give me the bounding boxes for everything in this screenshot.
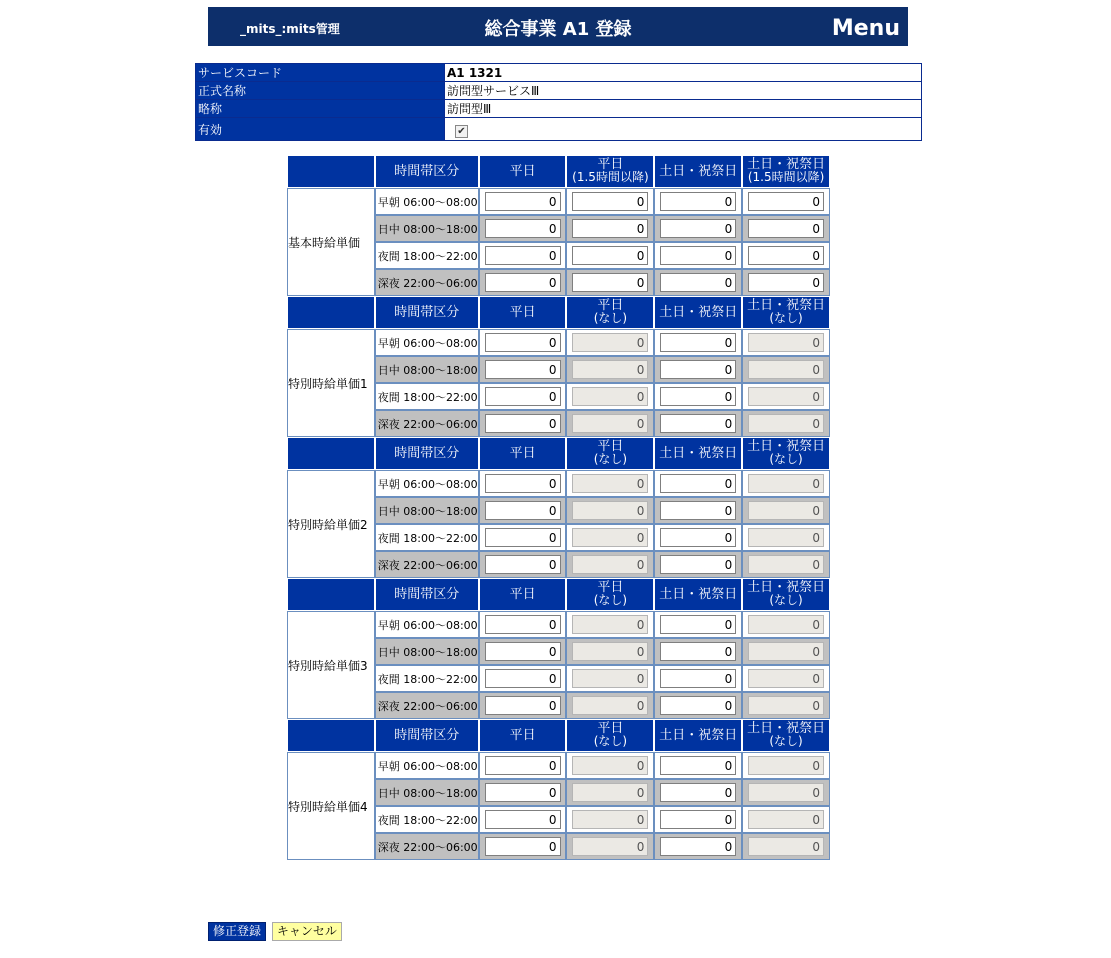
rate-cell — [566, 551, 654, 578]
rate-cell — [566, 497, 654, 524]
header-holiday-ext — [742, 155, 830, 188]
short-name-value: 訪問型Ⅲ — [445, 100, 922, 118]
menu-link[interactable]: Menu — [831, 16, 900, 41]
rate-cell — [479, 410, 567, 437]
rate-cell — [566, 779, 654, 806]
rate-cell — [654, 779, 742, 806]
rate-input[interactable] — [572, 246, 648, 265]
header-holiday: 土日・祝祭日 — [654, 296, 742, 329]
rate-input[interactable] — [485, 501, 561, 520]
header-weekday-ext-sub: (1.5時間以降) — [572, 170, 649, 184]
header-weekday: 平日 — [479, 296, 567, 329]
group-label: 特別時給単価4 — [287, 752, 375, 860]
rate-header-row — [287, 437, 830, 470]
rate-cell — [654, 269, 742, 296]
rate-input[interactable] — [485, 642, 561, 661]
rate-cell — [742, 551, 830, 578]
header-blank — [287, 719, 375, 752]
valid-label: 有効 — [196, 118, 445, 141]
rate-cell — [479, 470, 567, 497]
time-slot-label: 日中 08:00～18:00 — [375, 215, 479, 242]
rate-input[interactable] — [485, 783, 561, 802]
rate-cell — [742, 215, 830, 242]
rate-input[interactable] — [572, 273, 648, 292]
header-holiday: 土日・祝祭日 — [654, 155, 742, 188]
rate-input — [572, 696, 648, 715]
rate-cell — [742, 524, 830, 551]
rate-input[interactable] — [660, 615, 736, 634]
rate-cell — [566, 752, 654, 779]
header-weekday-ext-sub: (なし) — [593, 734, 628, 748]
header-holiday-ext — [742, 437, 830, 470]
rate-cell — [654, 752, 742, 779]
rate-cell — [479, 665, 567, 692]
header-weekday-ext — [566, 578, 654, 611]
rate-input — [748, 414, 824, 433]
rate-input — [748, 615, 824, 634]
rate-input[interactable] — [572, 219, 648, 238]
header-time-slot: 時間帯区分 — [375, 296, 479, 329]
rate-input — [748, 669, 824, 688]
rate-cell — [654, 692, 742, 719]
time-slot-label: 早朝 06:00～08:00 — [375, 752, 479, 779]
header-blank — [287, 578, 375, 611]
rate-cell — [742, 410, 830, 437]
rate-input[interactable] — [660, 273, 736, 292]
short-name-label: 略称 — [196, 100, 445, 118]
rate-input — [572, 810, 648, 829]
rate-input[interactable] — [660, 360, 736, 379]
page-title: 総合事業 A1 登録 — [484, 19, 632, 40]
rate-input[interactable] — [485, 273, 561, 292]
rate-cell — [479, 524, 567, 551]
header-holiday-ext — [742, 296, 830, 329]
rate-input[interactable] — [660, 696, 736, 715]
cancel-button[interactable]: キャンセル — [272, 922, 342, 941]
rate-cell — [566, 242, 654, 269]
header-time-slot: 時間帯区分 — [375, 578, 479, 611]
header-weekday-ext-sub: (なし) — [593, 593, 628, 607]
rate-input — [748, 837, 824, 856]
header-blank — [287, 155, 375, 188]
rate-cell — [479, 329, 567, 356]
rate-cell — [654, 383, 742, 410]
rate-cell — [479, 215, 567, 242]
rate-input — [572, 642, 648, 661]
group-label: 特別時給単価2 — [287, 470, 375, 578]
rate-input[interactable] — [485, 756, 561, 775]
rate-input — [748, 387, 824, 406]
rate-row — [287, 188, 830, 215]
rate-input[interactable] — [660, 333, 736, 352]
rate-input[interactable] — [485, 219, 561, 238]
rate-input — [572, 414, 648, 433]
rate-cell — [479, 356, 567, 383]
rate-input — [572, 783, 648, 802]
rate-input[interactable] — [660, 810, 736, 829]
rate-cell — [479, 833, 567, 860]
rate-row — [287, 752, 830, 779]
rate-input[interactable] — [660, 474, 736, 493]
rate-input — [748, 555, 824, 574]
rate-input — [572, 474, 648, 493]
header-blank — [287, 437, 375, 470]
rate-input[interactable] — [660, 246, 736, 265]
header-holiday-ext — [742, 719, 830, 752]
time-slot-label: 日中 08:00～18:00 — [375, 779, 479, 806]
time-slot-label: 深夜 22:00～06:00 — [375, 833, 479, 860]
rate-cell — [654, 551, 742, 578]
rate-input — [748, 333, 824, 352]
action-buttons — [208, 922, 344, 941]
header-holiday-ext-sub: (なし) — [769, 452, 803, 466]
header-time-slot: 時間帯区分 — [375, 437, 479, 470]
time-slot-label: 深夜 22:00～06:00 — [375, 692, 479, 719]
header-weekday-ext — [566, 155, 654, 188]
rate-cell — [742, 329, 830, 356]
rate-cell — [742, 779, 830, 806]
header-holiday-ext-label: 土日・祝祭日 — [747, 580, 826, 595]
rate-input — [748, 474, 824, 493]
rate-input[interactable] — [485, 837, 561, 856]
rate-input[interactable] — [485, 474, 561, 493]
rate-cell — [654, 215, 742, 242]
rate-input[interactable] — [572, 192, 648, 211]
rate-cell — [742, 752, 830, 779]
rate-cell — [742, 638, 830, 665]
time-slot-label: 早朝 06:00～08:00 — [375, 329, 479, 356]
rate-input[interactable] — [485, 360, 561, 379]
rate-input[interactable] — [485, 696, 561, 715]
rate-input — [572, 528, 648, 547]
save-button[interactable]: 修正登録 — [208, 922, 266, 941]
rate-cell — [479, 638, 567, 665]
rate-cell — [742, 188, 830, 215]
rate-input — [572, 615, 648, 634]
header-weekday-ext — [566, 719, 654, 752]
rate-input[interactable] — [748, 246, 824, 265]
rate-cell — [566, 383, 654, 410]
header-blank — [287, 296, 375, 329]
rate-input[interactable] — [485, 528, 561, 547]
rate-input[interactable] — [660, 219, 736, 238]
rate-cell — [479, 779, 567, 806]
time-slot-label: 深夜 22:00～06:00 — [375, 551, 479, 578]
header-bar — [208, 7, 908, 46]
rate-cell — [566, 665, 654, 692]
time-slot-label: 日中 08:00～18:00 — [375, 638, 479, 665]
system-name: _mits_:mits管理 — [240, 22, 340, 36]
group-label: 特別時給単価3 — [287, 611, 375, 719]
rate-input[interactable] — [485, 192, 561, 211]
rate-cell — [742, 356, 830, 383]
header-weekday-ext-label: 平日 — [597, 157, 624, 172]
rate-input[interactable] — [485, 246, 561, 265]
rate-cell — [566, 269, 654, 296]
header-holiday: 土日・祝祭日 — [654, 578, 742, 611]
rate-input[interactable] — [660, 501, 736, 520]
rate-input — [748, 783, 824, 802]
rate-cell — [742, 383, 830, 410]
rate-cell — [566, 806, 654, 833]
rate-cell — [566, 356, 654, 383]
rate-input[interactable] — [748, 192, 824, 211]
header-weekday: 平日 — [479, 578, 567, 611]
time-slot-label: 夜間 18:00～22:00 — [375, 242, 479, 269]
formal-name-label: 正式名称 — [196, 82, 445, 100]
rate-cell — [742, 611, 830, 638]
header-holiday-ext-label: 土日・祝祭日 — [747, 439, 826, 454]
rate-cell — [479, 752, 567, 779]
rate-cell — [479, 269, 567, 296]
rate-input — [572, 669, 648, 688]
valid-checkbox[interactable]: ✔ — [455, 125, 468, 138]
header-weekday-ext — [566, 296, 654, 329]
rate-cell — [566, 692, 654, 719]
rate-row — [287, 329, 830, 356]
header-holiday-ext-sub: (1.5時間以降) — [747, 170, 825, 184]
time-slot-label: 日中 08:00～18:00 — [375, 497, 479, 524]
rate-cell — [742, 665, 830, 692]
rate-input[interactable] — [660, 756, 736, 775]
header-weekday: 平日 — [479, 437, 567, 470]
rate-cell — [566, 470, 654, 497]
time-slot-label: 早朝 06:00～08:00 — [375, 188, 479, 215]
rate-cell — [566, 524, 654, 551]
rate-input[interactable] — [660, 192, 736, 211]
rate-row — [287, 470, 830, 497]
rate-cell — [742, 833, 830, 860]
hourly-rate-table — [287, 155, 830, 860]
rate-input — [572, 837, 648, 856]
rate-cell — [742, 806, 830, 833]
rate-cell — [742, 692, 830, 719]
header-holiday-ext-label: 土日・祝祭日 — [747, 157, 826, 172]
time-slot-label: 夜間 18:00～22:00 — [375, 806, 479, 833]
rate-input[interactable] — [485, 333, 561, 352]
rate-input[interactable] — [660, 555, 736, 574]
rate-cell — [479, 611, 567, 638]
rate-input — [572, 360, 648, 379]
rate-input — [572, 501, 648, 520]
header-holiday: 土日・祝祭日 — [654, 437, 742, 470]
rate-input[interactable] — [485, 387, 561, 406]
rate-input — [748, 528, 824, 547]
header-weekday-ext-label: 平日 — [597, 298, 624, 313]
rate-input — [572, 555, 648, 574]
time-slot-label: 日中 08:00～18:00 — [375, 356, 479, 383]
rate-input — [572, 333, 648, 352]
rate-input — [748, 642, 824, 661]
header-weekday-ext-sub: (なし) — [593, 311, 628, 325]
rate-cell — [654, 470, 742, 497]
rate-cell — [742, 470, 830, 497]
header-weekday-ext-label: 平日 — [597, 439, 624, 454]
rate-input[interactable] — [485, 669, 561, 688]
time-slot-label: 早朝 06:00～08:00 — [375, 470, 479, 497]
rate-cell — [479, 806, 567, 833]
rate-input[interactable] — [660, 669, 736, 688]
rate-input — [748, 756, 824, 775]
header-holiday-ext-label: 土日・祝祭日 — [747, 721, 826, 736]
header-time-slot: 時間帯区分 — [375, 719, 479, 752]
time-slot-label: 早朝 06:00～08:00 — [375, 611, 479, 638]
rate-input — [748, 696, 824, 715]
header-weekday-ext — [566, 437, 654, 470]
rate-cell — [654, 356, 742, 383]
header-weekday-ext-sub: (なし) — [593, 452, 628, 466]
header-holiday-ext-sub: (なし) — [769, 593, 803, 607]
rate-cell — [742, 269, 830, 296]
header-holiday-ext — [742, 578, 830, 611]
rate-cell — [654, 524, 742, 551]
group-label: 基本時給単価 — [287, 188, 375, 296]
time-slot-label: 深夜 22:00～06:00 — [375, 269, 479, 296]
header-time-slot: 時間帯区分 — [375, 155, 479, 188]
rate-input — [572, 756, 648, 775]
rate-input[interactable] — [748, 273, 824, 292]
rate-input[interactable] — [660, 528, 736, 547]
rate-cell — [566, 410, 654, 437]
rate-cell — [479, 242, 567, 269]
rate-cell — [566, 329, 654, 356]
rate-cell — [654, 665, 742, 692]
rate-cell — [479, 497, 567, 524]
rate-cell — [566, 611, 654, 638]
rate-cell — [479, 188, 567, 215]
rate-input — [748, 501, 824, 520]
rate-input — [572, 387, 648, 406]
rate-input[interactable] — [660, 414, 736, 433]
rate-cell — [479, 692, 567, 719]
formal-name-value: 訪問型サービスⅢ — [445, 82, 922, 100]
rate-cell — [654, 188, 742, 215]
rate-input[interactable] — [485, 414, 561, 433]
rate-header-row — [287, 296, 830, 329]
header-weekday-ext-label: 平日 — [597, 580, 624, 595]
rate-cell — [566, 188, 654, 215]
service-info-table — [195, 63, 922, 141]
rate-input[interactable] — [485, 810, 561, 829]
rate-cell — [479, 551, 567, 578]
time-slot-label: 深夜 22:00～06:00 — [375, 410, 479, 437]
rate-input[interactable] — [748, 219, 824, 238]
rate-input[interactable] — [485, 555, 561, 574]
header-holiday-ext-sub: (なし) — [769, 734, 803, 748]
rate-header-row — [287, 719, 830, 752]
header-holiday-ext-label: 土日・祝祭日 — [747, 298, 826, 313]
service-code-value: A1 1321 — [445, 64, 922, 82]
header-holiday: 土日・祝祭日 — [654, 719, 742, 752]
rate-cell — [654, 410, 742, 437]
rate-row — [287, 611, 830, 638]
rate-input[interactable] — [660, 642, 736, 661]
service-code-label: サービスコード — [196, 64, 445, 82]
header-holiday-ext-sub: (なし) — [769, 311, 803, 325]
header-weekday: 平日 — [479, 719, 567, 752]
header-weekday: 平日 — [479, 155, 567, 188]
rate-input[interactable] — [660, 837, 736, 856]
time-slot-label: 夜間 18:00～22:00 — [375, 665, 479, 692]
header-weekday-ext-label: 平日 — [597, 721, 624, 736]
rate-cell — [654, 806, 742, 833]
rate-cell — [654, 329, 742, 356]
rate-cell — [654, 497, 742, 524]
time-slot-label: 夜間 18:00～22:00 — [375, 383, 479, 410]
rate-cell — [566, 833, 654, 860]
rate-cell — [566, 638, 654, 665]
rate-header-row — [287, 155, 830, 188]
group-label: 特別時給単価1 — [287, 329, 375, 437]
rate-input[interactable] — [660, 783, 736, 802]
rate-input[interactable] — [485, 615, 561, 634]
rate-cell — [479, 383, 567, 410]
rate-cell — [654, 611, 742, 638]
rate-header-row — [287, 578, 830, 611]
rate-cell — [742, 242, 830, 269]
rate-input — [748, 810, 824, 829]
time-slot-label: 夜間 18:00～22:00 — [375, 524, 479, 551]
rate-input — [748, 360, 824, 379]
rate-cell — [566, 215, 654, 242]
rate-cell — [654, 638, 742, 665]
rate-input[interactable] — [660, 387, 736, 406]
rate-cell — [654, 833, 742, 860]
rate-cell — [742, 497, 830, 524]
rate-cell — [654, 242, 742, 269]
